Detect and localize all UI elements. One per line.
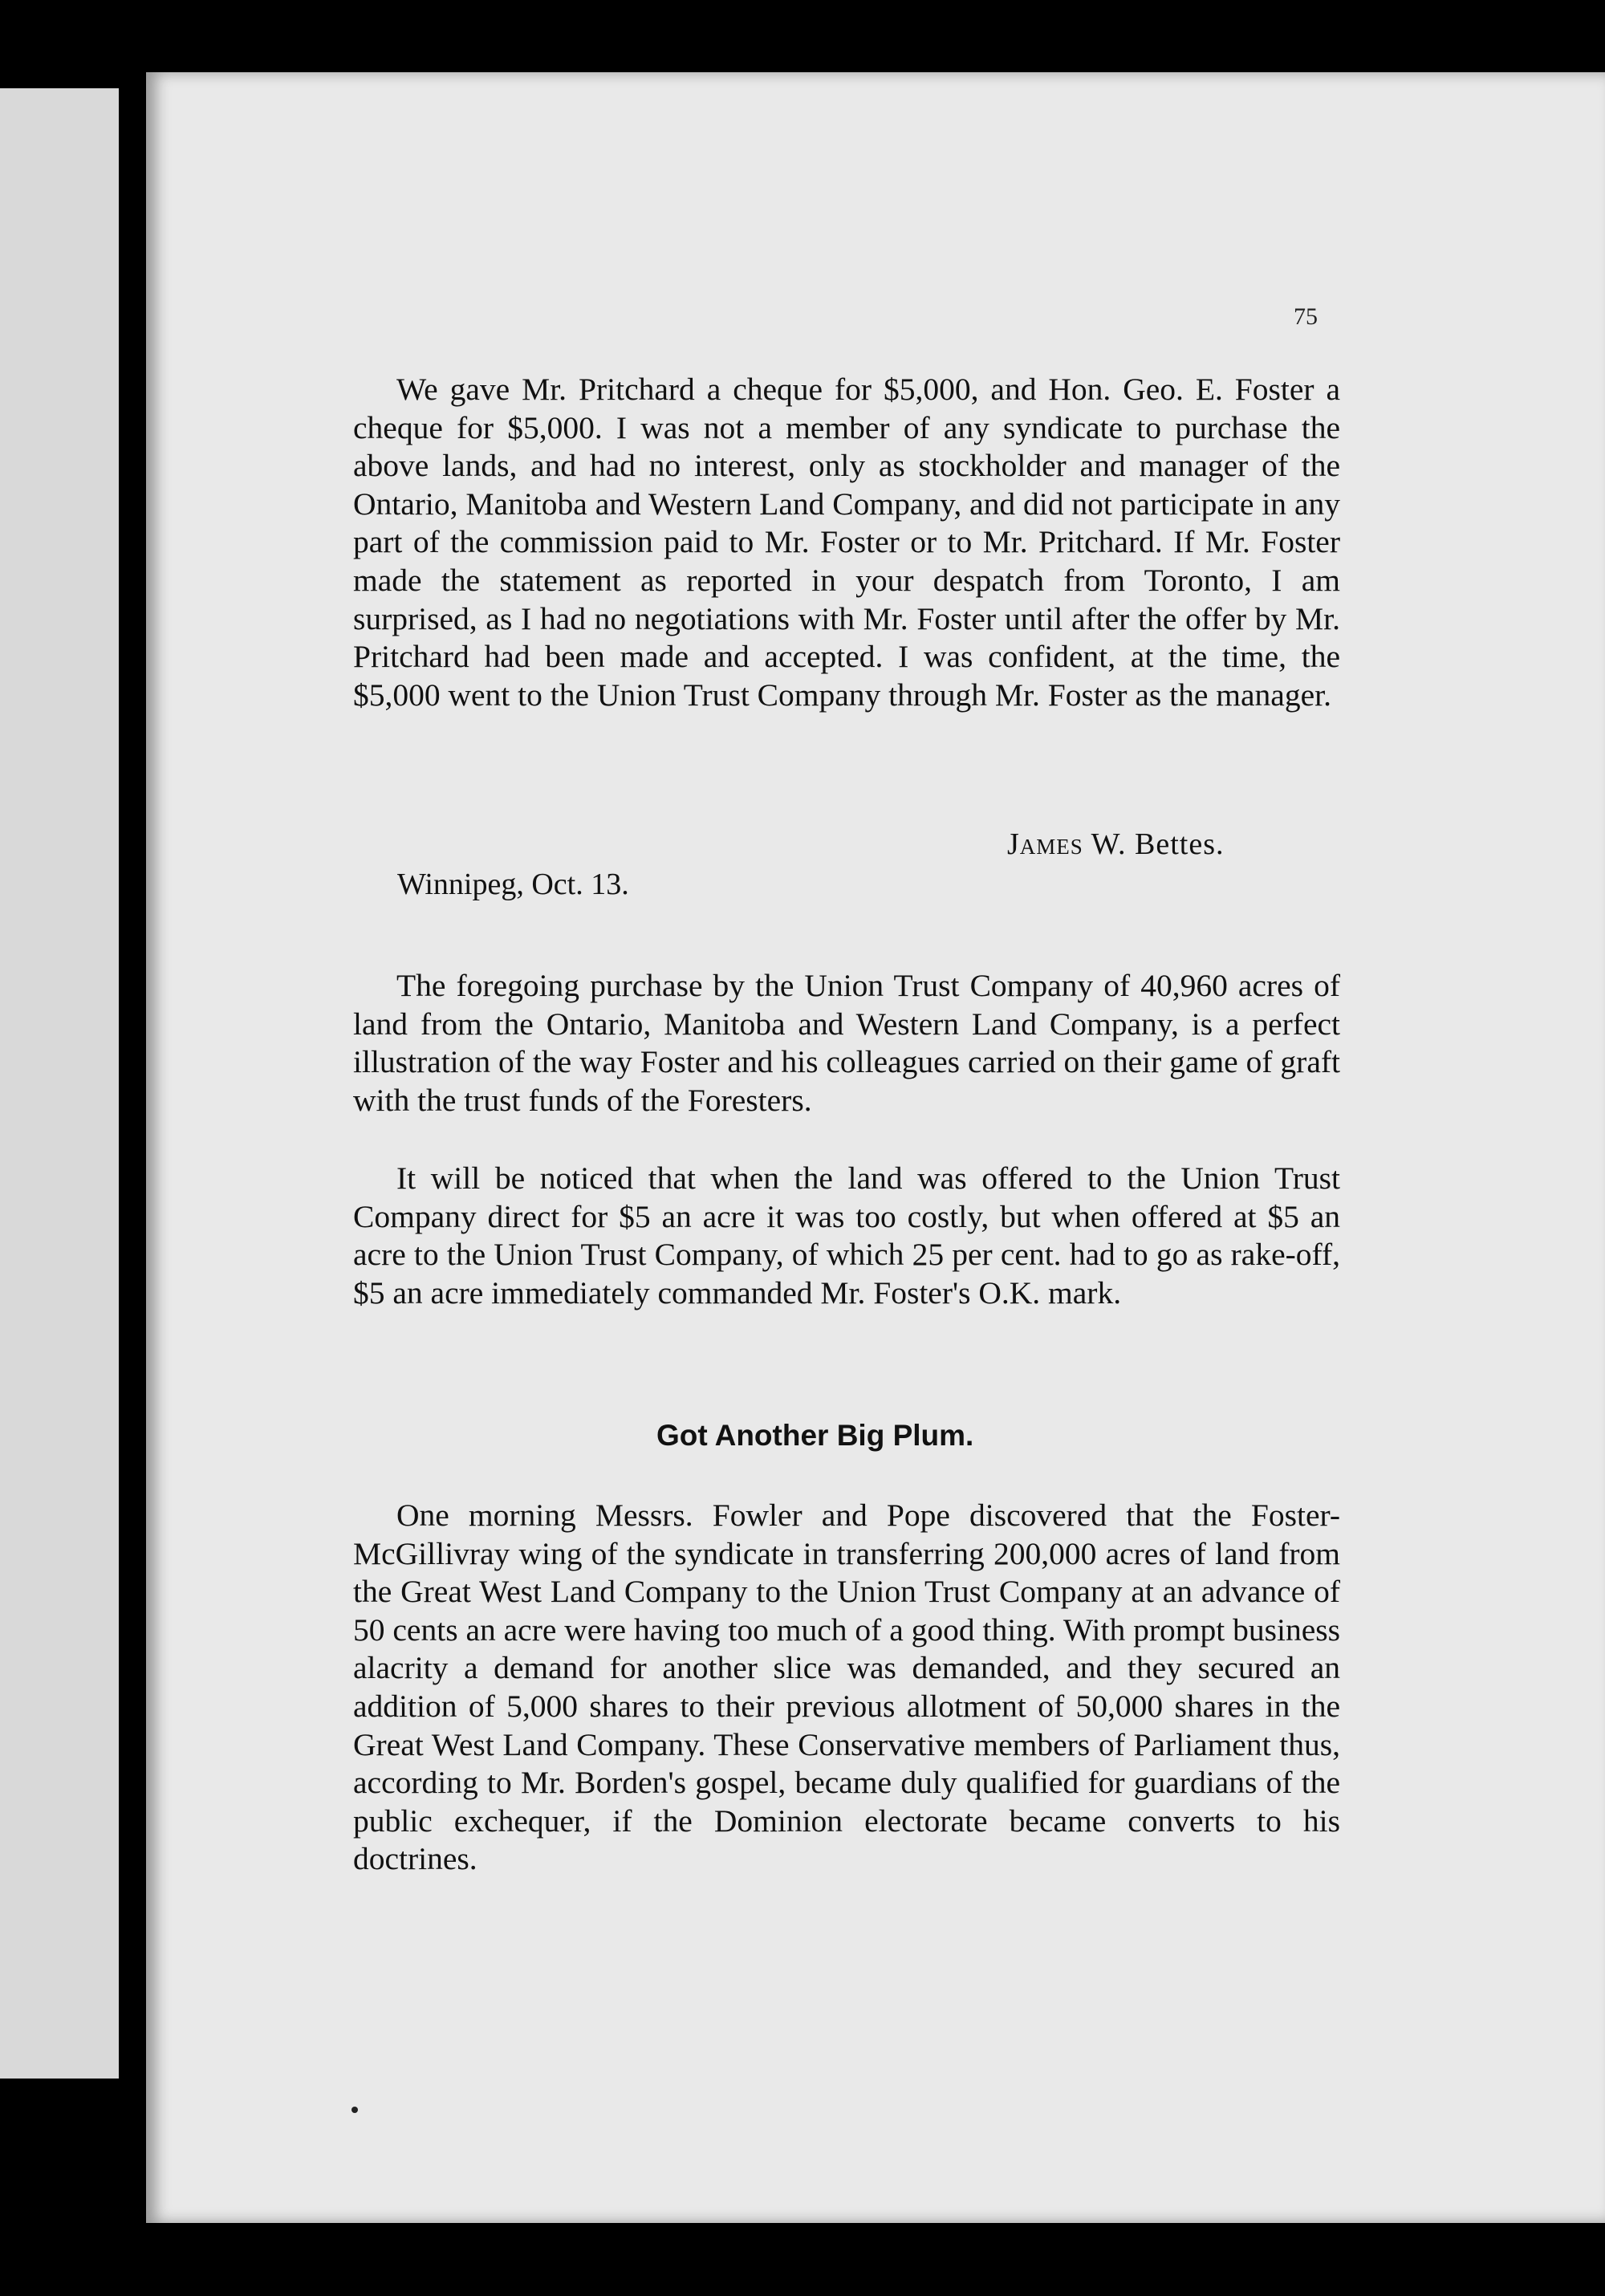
commentary-paragraph-2: It will be noticed that when the land was offered to the Union Trust Company direct for $5 an acre it was too costly, but when offered at $5 an acre to the Union Trust Company, of which 25 per cent. had to go as rake-off, $5 an acre immediately commanded Mr. Foster's O.K. mark. xyxy=(353,1160,1340,1311)
commentary-paragraph-1: The foregoing purchase by the Union Trust Company of 40,960 acres of land from the Ontario, Manitoba and Western Land Company, is a perfect illustration of the way Foster and his colleagues carried on their game of graft with the trust funds of the Foresters. xyxy=(353,968,1340,1118)
ink-speck xyxy=(351,2107,358,2113)
section-heading: Got Another Big Plum. xyxy=(656,1419,974,1452)
page-number: 75 xyxy=(1294,303,1318,330)
section-paragraph: One morning Messrs. Fowler and Pope discovered that the Foster-McGillivray wing of the syndicate in transferring 200,000 acres of land from the Great West Land Company to the Union Trust Company at an advance of 50 cents an acre were having too much of a good thing. With prompt business alacrity a demand for another slice was demanded, and they secured an addition of 5,000 shares to their previous allotment of 50,000 shares in the Great West Land Company. These Conservative members of Parliament thus, according to Mr. Borden's gospel, became duly qualified for guardians of the public exchequer, if the Dominion electorate became converts to his doctrines. xyxy=(353,1497,1340,1877)
signature-first-name: James xyxy=(1007,827,1083,861)
signature-rest: W. Bettes. xyxy=(1091,827,1225,861)
letter-place-date: Winnipeg, Oct. 13. xyxy=(397,868,629,901)
letter-signature xyxy=(1007,827,1225,862)
adjacent-page-edge xyxy=(0,88,119,2079)
letter-paragraph: We gave Mr. Pritchard a cheque for $5,000, and Hon. Geo. E. Foster a cheque for $5,000. I was not a member of any syndicate to purchase the above lands, and had no interest, only as stockholder and manager of the Ontario, Manitoba and Western Land Company, and did not participate in any part of the commission paid to Mr. Foster or to Mr. Pritchard. If Mr. Foster made the statement as reported in your despatch from Toronto, I am surprised, as I had no negotiations with Mr. Foster until after the offer by Mr. Pritchard had been made and accepted. I was confident, at the time, the $5,000 went to the Union Trust Company through Mr. Foster as the manager. xyxy=(353,372,1340,713)
